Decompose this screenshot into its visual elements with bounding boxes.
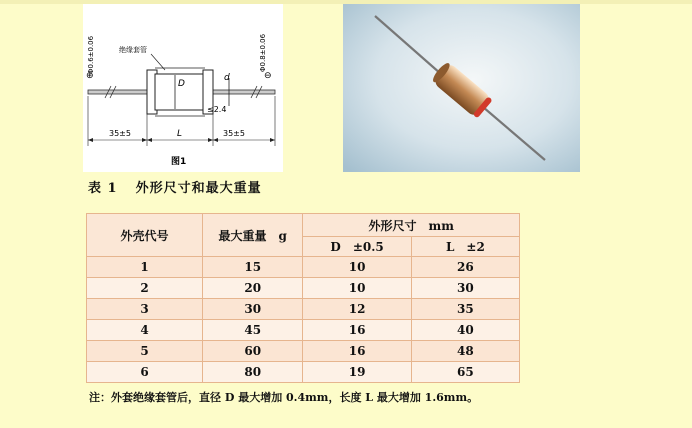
cell-d: 16 bbox=[303, 320, 411, 341]
label-D: D bbox=[178, 79, 185, 89]
cell-model: 4 bbox=[87, 320, 203, 341]
table-note: 注：外套绝缘套管后，直径 D 最大增加 0.4mm，长度 L 最大增加 1.6mm。 bbox=[89, 391, 479, 404]
table-row bbox=[87, 320, 520, 341]
label-lead-right: 35±5 bbox=[223, 129, 245, 138]
label-sleeve: 绝缘套管 bbox=[119, 46, 147, 54]
cell-weight: 15 bbox=[203, 257, 303, 278]
cell-weight: 60 bbox=[203, 341, 303, 362]
cell-l: 26 bbox=[411, 257, 519, 278]
label-gap: ≤2.4 bbox=[207, 105, 227, 114]
header-weight: 最大重量 g bbox=[203, 214, 303, 257]
cell-l: 30 bbox=[411, 278, 519, 299]
table-row bbox=[87, 257, 520, 278]
spec-table bbox=[86, 213, 520, 383]
cell-weight: 45 bbox=[203, 320, 303, 341]
table-row bbox=[87, 362, 520, 383]
cell-weight: 20 bbox=[203, 278, 303, 299]
cell-d: 10 bbox=[303, 257, 411, 278]
table-row bbox=[87, 341, 520, 362]
cell-l: 48 bbox=[411, 341, 519, 362]
header-d: D ±0.5 bbox=[303, 237, 411, 257]
label-lead-diameter-right: Φ0.8±0.06 bbox=[259, 33, 267, 72]
figure-caption: 图1 bbox=[171, 157, 187, 167]
product-photo bbox=[343, 4, 580, 172]
cell-model: 6 bbox=[87, 362, 203, 383]
cell-weight: 30 bbox=[203, 299, 303, 320]
table-number: 表 1 bbox=[88, 181, 118, 196]
cell-model: 1 bbox=[87, 257, 203, 278]
cell-l: 35 bbox=[411, 299, 519, 320]
header-l: L ±2 bbox=[411, 237, 519, 257]
cell-model: 2 bbox=[87, 278, 203, 299]
label-lead-left: 35±5 bbox=[109, 129, 131, 138]
cell-l: 40 bbox=[411, 320, 519, 341]
cell-d: 12 bbox=[303, 299, 411, 320]
table-title: 外形尺寸和最大重量 bbox=[135, 181, 262, 196]
minus-terminal-icon: ⊖ bbox=[264, 71, 272, 81]
cell-model: 5 bbox=[87, 341, 203, 362]
header-model: 外壳代号 bbox=[87, 214, 203, 257]
label-lead-diameter-left: Φ0.6±0.06 bbox=[87, 35, 95, 74]
table-caption bbox=[88, 177, 262, 196]
cell-d: 10 bbox=[303, 278, 411, 299]
table-row bbox=[87, 278, 520, 299]
cell-d: 19 bbox=[303, 362, 411, 383]
header-dimensions: 外形尺寸 mm bbox=[303, 214, 520, 237]
cell-d: 16 bbox=[303, 341, 411, 362]
cell-weight: 80 bbox=[203, 362, 303, 383]
label-L: L bbox=[177, 129, 183, 139]
cell-model: 3 bbox=[87, 299, 203, 320]
plus-terminal-icon: ⊕ bbox=[86, 71, 94, 81]
dimension-drawing bbox=[83, 4, 283, 172]
cell-l: 65 bbox=[411, 362, 519, 383]
table-row bbox=[87, 299, 520, 320]
label-d: d bbox=[224, 73, 230, 83]
